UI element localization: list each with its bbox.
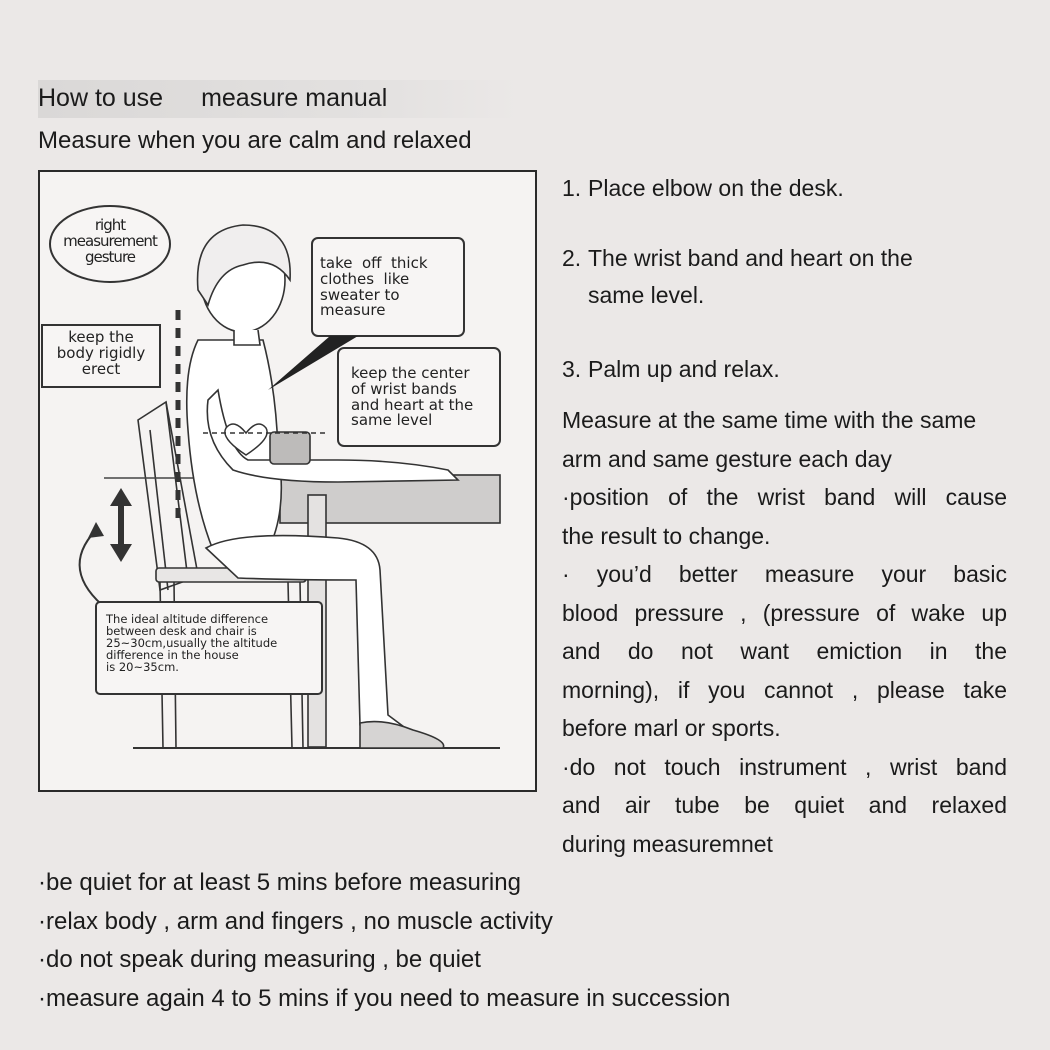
note-line: arm and same gesture each day bbox=[562, 445, 892, 472]
note-line: ·do not touch instrument , wrist band bbox=[562, 753, 1007, 780]
step-3 bbox=[562, 351, 1022, 388]
step-text-continued: same level. bbox=[588, 282, 705, 308]
title-part-2: measure manual bbox=[201, 84, 388, 112]
note-line: morning), if you cannot , please take bbox=[562, 676, 1007, 703]
notes-block bbox=[562, 401, 1007, 863]
altitude-callout: The ideal altitude difference between desk and chair is 25~30cm,usually the altitude difference in the house is 20~35cm. bbox=[106, 612, 278, 675]
bullet-line: ·do not speak during measuring , be quiet bbox=[38, 946, 481, 973]
note-line: Measure at the same time with the same bbox=[562, 407, 977, 433]
step-text: Place elbow on the desk. bbox=[588, 175, 844, 201]
right-gesture-callout: right measurement gesture bbox=[63, 216, 157, 266]
body-erect-callout: keep the body rigidly erect bbox=[56, 328, 146, 378]
step-2 bbox=[562, 240, 1022, 314]
bullet-line: ·relax body , arm and fingers , no muscle activity bbox=[38, 907, 553, 935]
step-number: 3. bbox=[562, 356, 582, 382]
step-number: 1. bbox=[562, 175, 582, 201]
title-part-1: How to use bbox=[38, 84, 164, 112]
step-text: The wrist band and heart on the bbox=[588, 245, 913, 271]
note-line: the result to change. bbox=[562, 522, 771, 549]
measurement-illustration bbox=[38, 170, 538, 794]
clothes-callout: take off thick clothes like sweater to measure bbox=[320, 254, 428, 320]
note-line: and do not want emiction in the bbox=[562, 638, 1007, 664]
page-subtitle: Measure when you are calm and relaxed bbox=[38, 127, 472, 154]
bottom-bullets bbox=[38, 864, 730, 1018]
note-line: ·position of the wrist band will cause bbox=[562, 484, 1007, 510]
center-level-callout: keep the center of wrist bands and heart at the same level bbox=[351, 364, 474, 430]
note-line: during measuremnet bbox=[562, 830, 773, 857]
bullet-line: ·measure again 4 to 5 mins if you need to measure in succession bbox=[38, 984, 731, 1012]
step-text: Palm up and relax. bbox=[588, 356, 780, 382]
bullet-line: ·be quiet for at least 5 mins before measuring bbox=[38, 869, 521, 896]
note-line: and air tube be quiet and relaxed bbox=[562, 792, 1007, 818]
note-line: before marl or sports. bbox=[562, 715, 781, 741]
note-line: · you’d better measure your basic bbox=[562, 561, 1007, 587]
step-number: 2. bbox=[562, 245, 582, 271]
step-1 bbox=[562, 170, 1022, 207]
note-line: blood pressure , (pressure of wake up bbox=[562, 599, 1007, 626]
page-title bbox=[38, 84, 387, 113]
